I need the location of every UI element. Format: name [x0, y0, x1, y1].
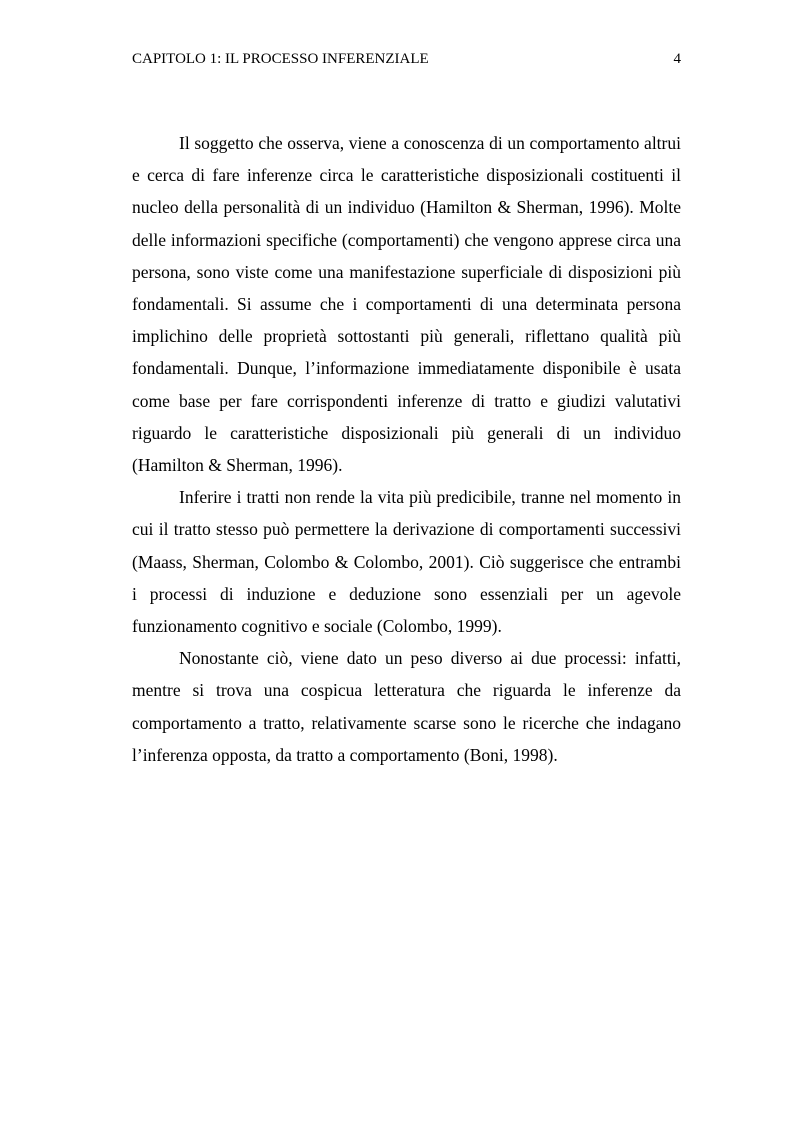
paragraph-3: Nonostante ciò, viene dato un peso diverso ai due processi: infatti, mentre si trova una cospicua letteratura che riguarda le inferenze da comportamento a tratto, relativamente scarse sono le ricerche che indagano l’inferenza opposta, da tratto a comportamento (Boni, 1998).	[132, 648, 681, 765]
page-number: 4	[673, 51, 681, 67]
paragraph-2: Inferire i tratti non rende la vita più predicibile, tranne nel momento in cui il tratto stesso può permettere la derivazione di comportamenti successivi (Maass, Sherman, Colombo & Colombo, 2001). Ciò suggerisce che entrambi i processi di induzione e deduzione sono essenziali per un agevole funzionamento cognitivo e sociale (Colombo, 1999).	[132, 487, 681, 637]
body-text	[132, 127, 681, 771]
chapter-title: CAPITOLO 1: IL PROCESSO INFERENZIALE	[132, 51, 429, 67]
page-header	[132, 48, 681, 70]
paragraph-1: Il soggetto che osserva, viene a conoscenza di un comportamento altrui e cerca di fare inferenze circa le caratteristiche disposizionali costituenti il nucleo della personalità di un individuo (Hamilton & Sherman, 1996). Molte delle informazioni specifiche (comportamenti) che vengono apprese circa una persona, sono viste come una manifestazione superficiale di disposizioni più fondamentali. Si assume che i comportamenti di una determinata persona implichino delle proprietà sottostanti più generali, riflettano qualità più fondamentali. Dunque, l’informazione immediatamente disponibile è usata come base per fare corrispondenti inferenze di tratto e giudizi valutativi riguardo le caratteristiche disposizionali più generali di un individuo (Hamilton & Sherman, 1996).	[132, 133, 681, 476]
